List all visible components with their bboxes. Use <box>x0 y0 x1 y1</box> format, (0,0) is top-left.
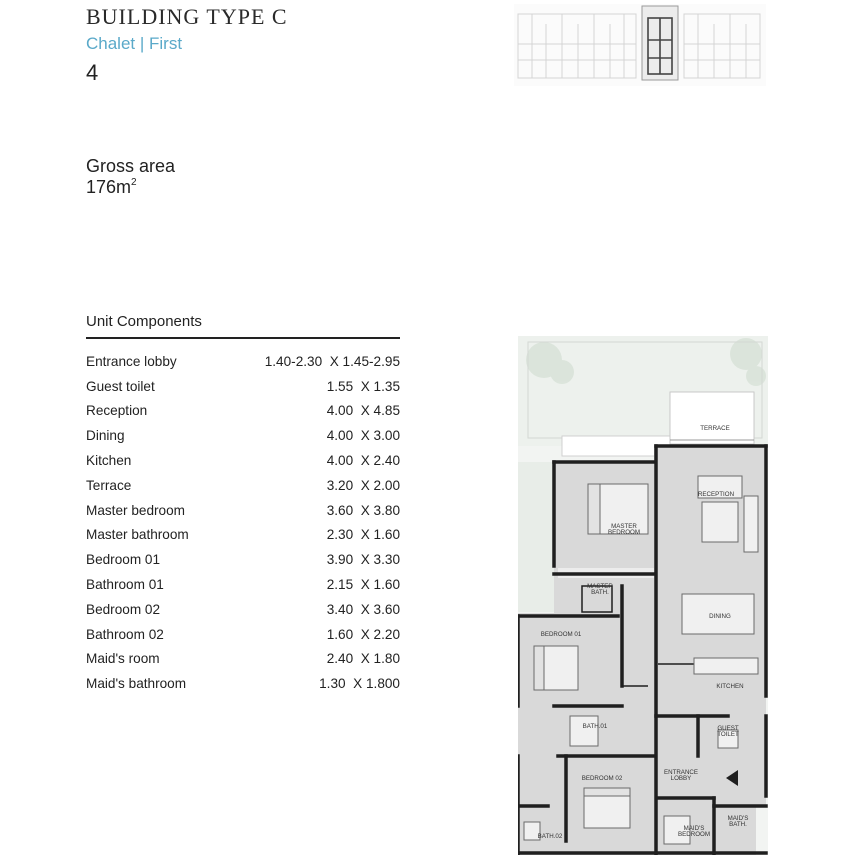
label-maids-bath-1: MAID'S <box>727 815 749 822</box>
label-entrance-lobby-2: LOBBY <box>670 775 692 782</box>
component-dimensions: 3.40 X 3.60 <box>326 601 400 617</box>
component-name: Bathroom 01 <box>86 577 164 593</box>
label-maids-bath-2: BATH. <box>729 821 747 828</box>
component-name: Kitchen <box>86 453 132 469</box>
label-master-bedroom-2: BEDROOM <box>608 529 640 536</box>
floor-plan-drawing <box>518 336 768 855</box>
key-plan-drawing <box>514 4 766 86</box>
building-type-title: BUILDING TYPE C <box>86 4 288 29</box>
component-dimensions: 2.30 X 1.60 <box>326 527 400 543</box>
component-name: Master bedroom <box>86 502 185 518</box>
component-name: Terrace <box>86 477 132 493</box>
area-unit-superscript: 2 <box>131 177 137 188</box>
component-dimensions: 2.15 X 1.60 <box>326 577 400 593</box>
component-name: Reception <box>86 403 148 419</box>
gross-area-value <box>86 177 137 198</box>
component-row <box>86 647 400 672</box>
component-dimensions: 4.00 X 2.40 <box>326 453 400 469</box>
component-dimensions: 1.40-2.30 X 1.45-2.95 <box>264 353 400 369</box>
component-name: Entrance lobby <box>86 353 177 369</box>
component-name: Master bathroom <box>86 527 189 543</box>
component-row <box>86 572 400 597</box>
component-dimensions: 4.00 X 3.00 <box>326 428 400 444</box>
component-name: Dining <box>86 428 125 444</box>
label-reception: RECEPTION <box>697 491 735 498</box>
label-guest-toilet-1: GUEST <box>717 725 739 732</box>
component-row <box>86 473 400 498</box>
component-name: Bedroom 02 <box>86 601 161 617</box>
label-bedroom-02: BEDROOM 02 <box>581 775 623 782</box>
unit-components-table <box>86 349 400 696</box>
unit-subtitle: Chalet | First <box>86 34 183 53</box>
label-master-bath-2: BATH. <box>591 589 609 596</box>
label-kitchen: KITCHEN <box>716 683 744 690</box>
component-row <box>86 423 400 448</box>
component-row <box>86 498 400 523</box>
component-row <box>86 597 400 622</box>
component-dimensions: 1.55 X 1.35 <box>326 378 400 394</box>
label-bath-01: BATH.01 <box>582 723 608 730</box>
component-row <box>86 523 400 548</box>
component-row <box>86 448 400 473</box>
label-entrance-lobby-1: ENTRANCE <box>663 769 699 776</box>
label-dining: DINING <box>709 613 731 620</box>
component-name: Maid's bathroom <box>86 676 187 692</box>
component-name: Bedroom 01 <box>86 552 161 568</box>
component-row <box>86 374 400 399</box>
gross-area-number: 176m <box>86 177 132 197</box>
label-terrace: TERRACE <box>700 425 730 432</box>
component-row <box>86 622 400 647</box>
component-row <box>86 671 400 696</box>
label-bath-02: BATH.02 <box>537 833 563 840</box>
label-guest-toilet-2: TOILET <box>717 731 739 738</box>
component-dimensions: 1.60 X 2.20 <box>326 626 400 642</box>
label-maids-bedroom-2: BEDROOM <box>678 831 710 838</box>
label-master-bedroom-1: MASTER <box>611 523 637 530</box>
unit-components-heading: Unit Components <box>86 313 202 330</box>
component-name: Bathroom 02 <box>86 626 164 642</box>
label-bedroom-01: BEDROOM 01 <box>540 631 582 638</box>
component-dimensions: 3.60 X 3.80 <box>326 502 400 518</box>
component-dimensions: 1.30 X 1.800 <box>319 676 400 692</box>
component-dimensions: 3.20 X 2.00 <box>326 477 400 493</box>
heading-divider <box>86 337 400 339</box>
label-maids-bedroom-1: MAID'S <box>683 825 705 832</box>
unit-number: 4 <box>86 60 99 85</box>
component-dimensions: 4.00 X 4.85 <box>326 403 400 419</box>
component-row <box>86 399 400 424</box>
gross-area-label: Gross area <box>86 156 176 176</box>
component-dimensions: 3.90 X 3.30 <box>326 552 400 568</box>
floor-plan <box>518 336 768 855</box>
label-master-bath-1: MASTER <box>587 583 613 590</box>
component-name: Maid's room <box>86 651 160 667</box>
component-dimensions: 2.40 X 1.80 <box>326 651 400 667</box>
component-row <box>86 349 400 374</box>
component-name: Guest toilet <box>86 378 155 394</box>
component-row <box>86 547 400 572</box>
key-plan-thumbnail <box>514 4 766 86</box>
